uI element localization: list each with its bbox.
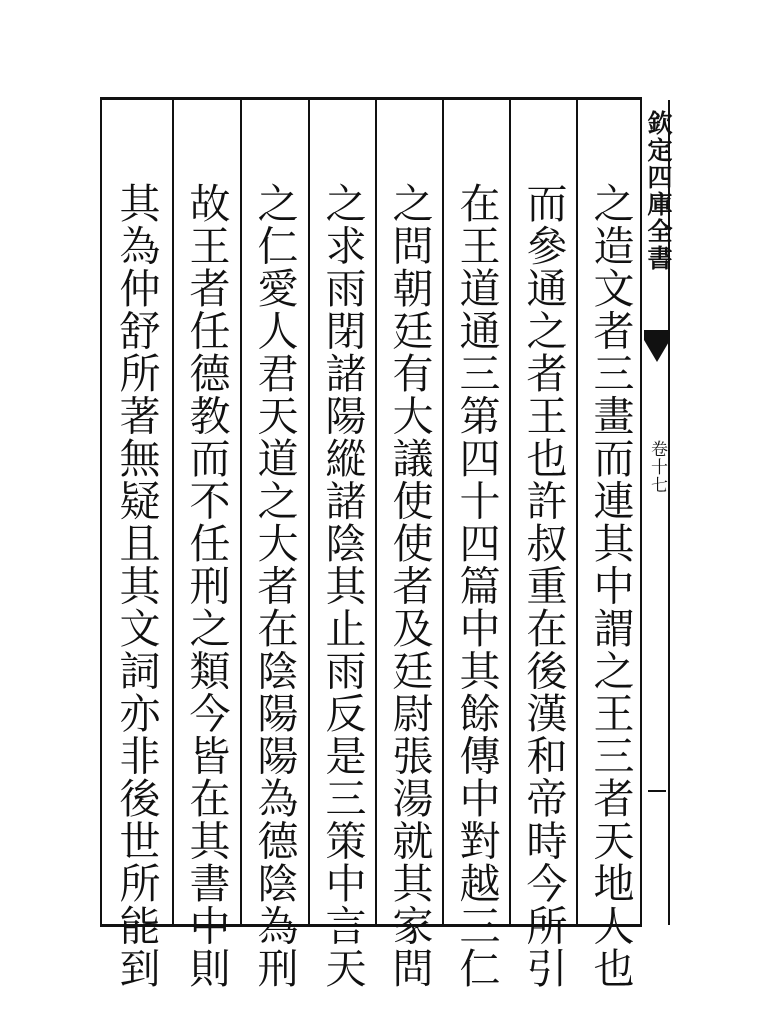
- volume-number: 卷十七: [647, 440, 667, 494]
- text-column-7: [173, 182, 239, 990]
- text-column-4: [376, 182, 442, 990]
- column-text: 而參通之者王也許叔重在後漢和帝時今所引: [519, 182, 568, 990]
- column-text: 在王道通三第四十四篇中其餘傳中對越三仁: [452, 182, 501, 990]
- text-column-8: [103, 182, 169, 990]
- column-text: 之求雨閉諸陽縱諸陰其止雨反是三策中言天: [318, 182, 367, 990]
- text-column-3: [443, 182, 509, 990]
- fishtail-bar: [644, 330, 670, 340]
- text-column-6: [241, 182, 307, 990]
- fishtail-mark-icon: [644, 340, 670, 362]
- column-text: 之造文者三畫而連其中謂之王三者天地人也: [586, 182, 635, 990]
- text-column-2: [510, 182, 576, 990]
- text-column-5: [309, 182, 375, 990]
- text-column-1: [577, 182, 643, 990]
- column-text: 故王者任德教而不任刑之類今皆在其書中則: [182, 182, 231, 990]
- margin-tick: [648, 790, 666, 792]
- book-title: 欽定四庫全書: [644, 110, 673, 272]
- column-text: 之問朝廷有大議使使者及廷尉張湯就其家問: [385, 182, 434, 990]
- column-text: 之仁愛人君天道之大者在陰陽陽為德陰為刑: [250, 182, 299, 990]
- column-text: 其為仲舒所著無疑且其文詞亦非後世所能到: [112, 182, 161, 990]
